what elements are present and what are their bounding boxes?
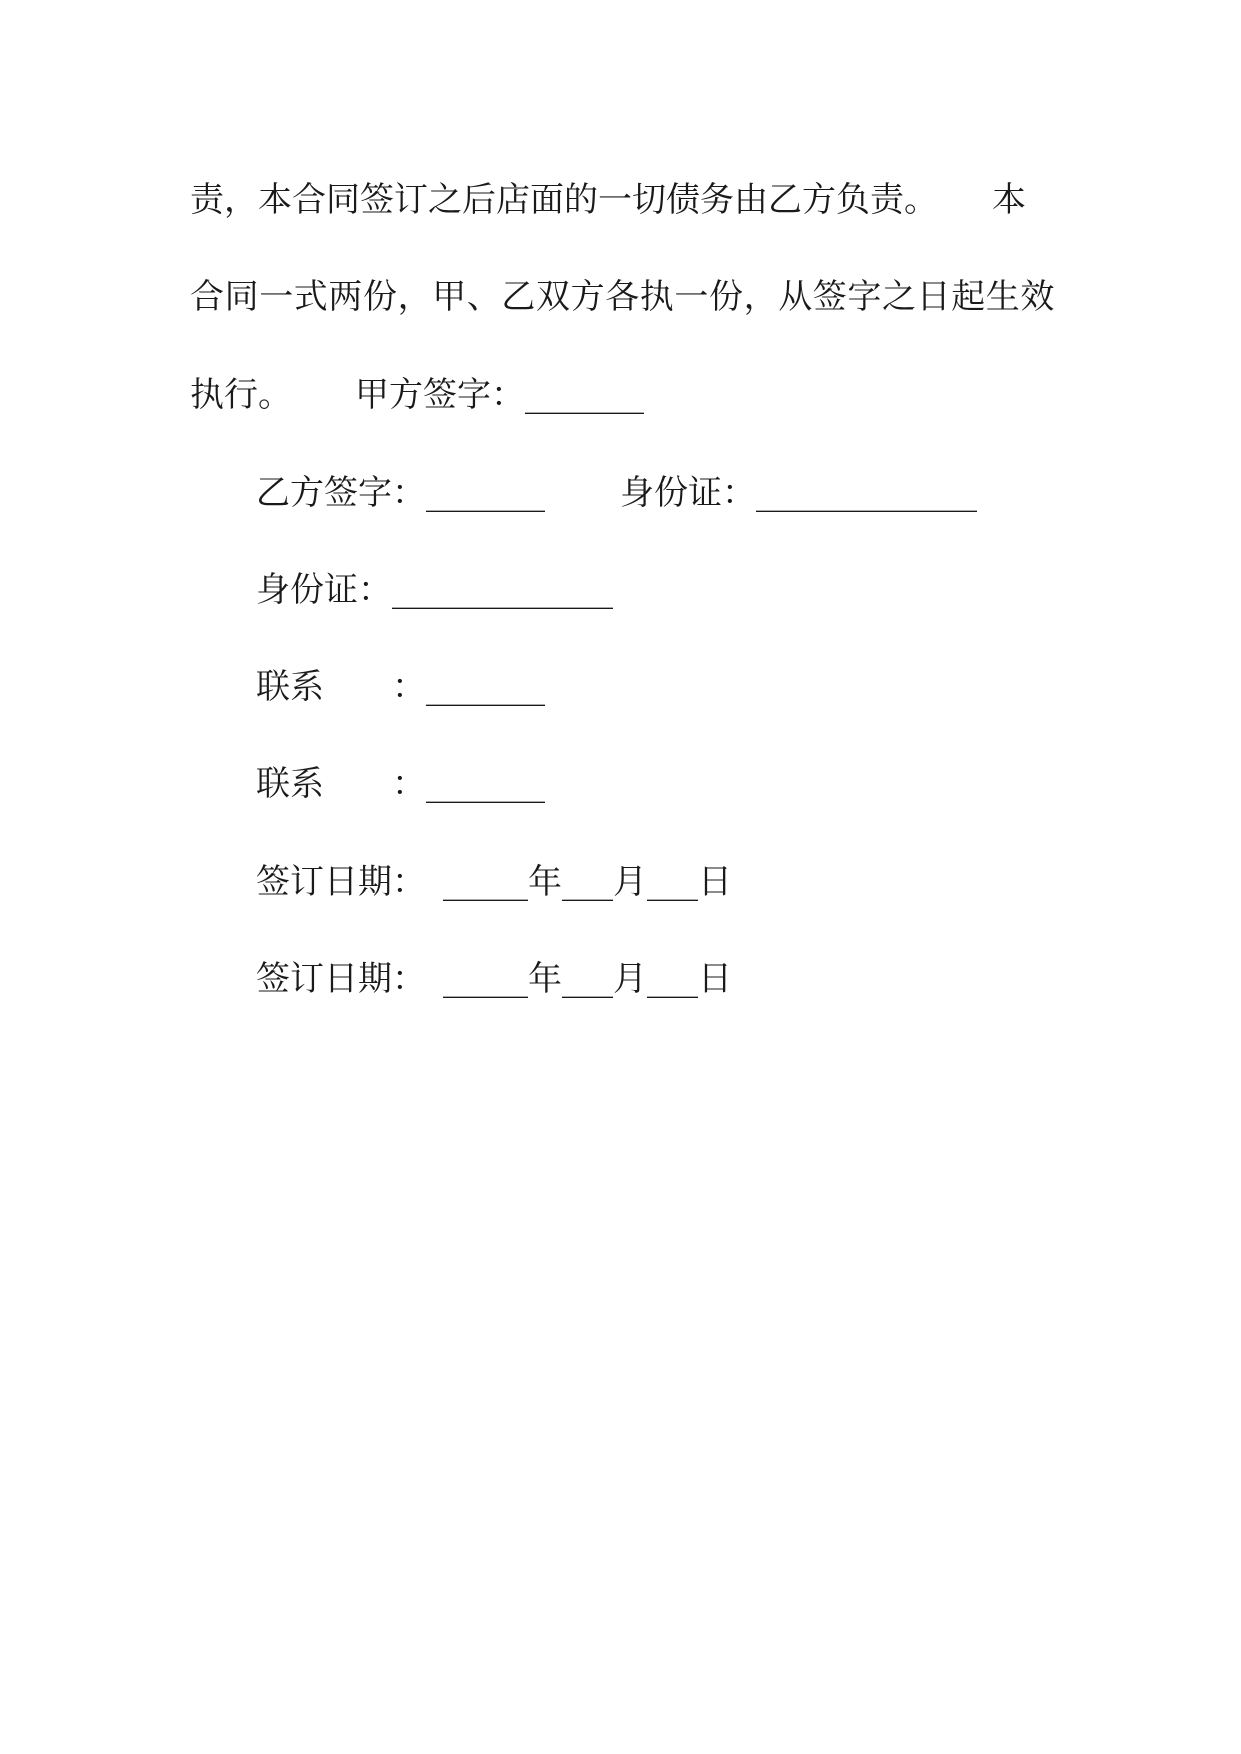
paragraph-line-2 bbox=[190, 277, 1055, 317]
signature-row-2 bbox=[256, 570, 1056, 610]
party-b-id-label: 身份证：_____________ bbox=[256, 570, 613, 610]
paragraph-line-2-text: 合同一式两份，甲、乙双方各执一份，从签字之日起生效 bbox=[190, 277, 1055, 317]
contact-label-2: 联系 ：_______ bbox=[256, 764, 545, 804]
contact-label-1: 联系 ：_______ bbox=[256, 667, 545, 707]
paragraph-line-1-text: 责，本合同签订之后店面的一切债务由乙方负责。 bbox=[190, 180, 938, 220]
signature-row-1 bbox=[256, 473, 1056, 513]
paragraph-line-1 bbox=[190, 180, 1050, 220]
signing-date-label-2: 签订日期： _____年___月___日 bbox=[256, 959, 732, 999]
paragraph-line-3 bbox=[190, 375, 1050, 415]
signing-date-label-1: 签订日期： _____年___月___日 bbox=[256, 862, 732, 902]
signature-row-5 bbox=[256, 862, 1056, 902]
party-b-signature-label: 乙方签字：_______ bbox=[256, 473, 545, 513]
party-a-id-label: 身份证：_____________ bbox=[620, 473, 977, 513]
signature-row-6 bbox=[256, 959, 1056, 999]
party-a-signature-label: 甲方签字：_______ bbox=[355, 375, 644, 415]
paragraph-line-3-text: 执行。 bbox=[190, 375, 292, 415]
paragraph-line-1-trailing-text: 本 bbox=[992, 180, 1026, 220]
signature-row-4 bbox=[256, 764, 1056, 804]
signature-row-3 bbox=[256, 667, 1056, 707]
